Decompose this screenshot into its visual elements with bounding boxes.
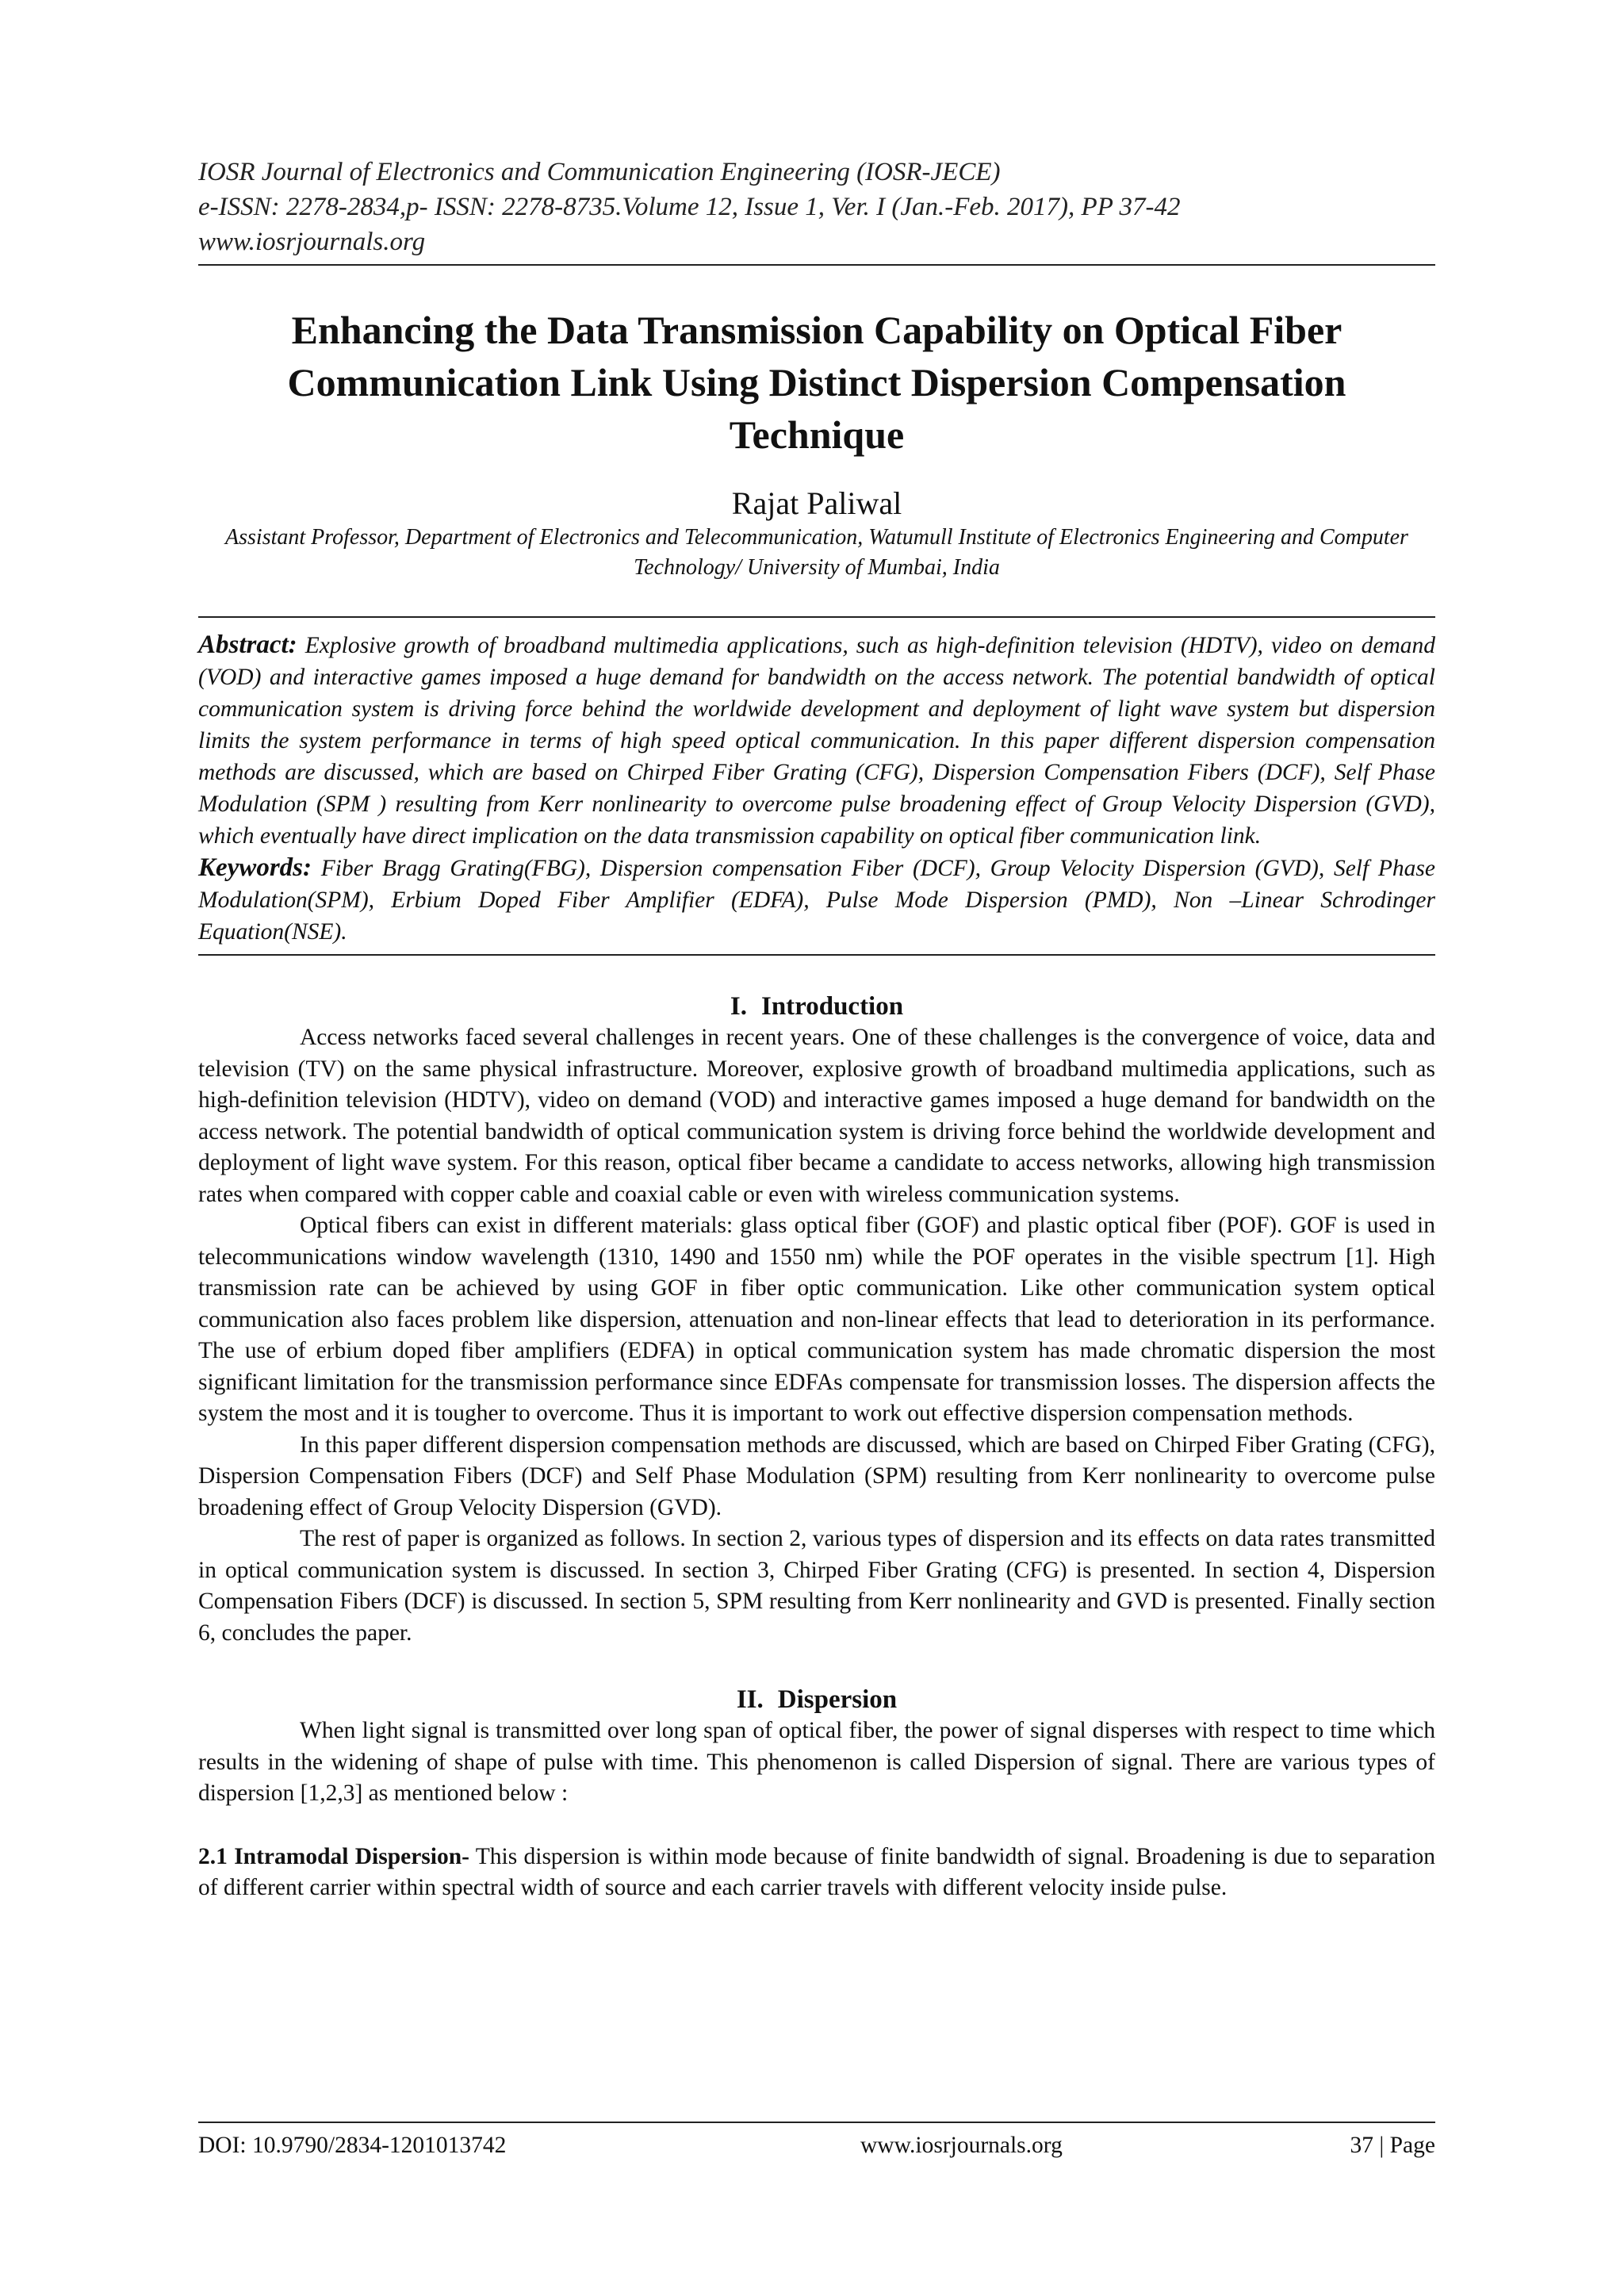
keywords bbox=[198, 852, 1435, 948]
footer-doi: DOI: 10.9790/2834-1201013742 bbox=[198, 2133, 507, 2158]
paragraph: Optical fibers can exist in different materials: glass optical fiber (GOF) and plastic optical fiber (POF). GOF is used in telecommunications window wavelength (1310, 1490 and 1550 nm) while the POF operates in the visible spectrum [1]. High transmission rate can be achieved by using GOF in fiber optic communication. Like other communication system optical communication also faces problem like dispersion, attenuation and non-linear effects that lead to deterioration in its performance. The use of erbium doped fiber amplifiers (EDFA) in optical communication system has made chromatic dispersion the most significant limitation for the transmission performance since EDFAs compensate for transmission losses. The dispersion affects the system the most and it is tougher to overcome. Thus it is important to work out effective dispersion compensation methods. bbox=[198, 1213, 1435, 1426]
section-title-text: Introduction bbox=[760, 992, 904, 1021]
author-affiliation: Assistant Professor, Department of Electronics and Telecommunication, Watumull Institute of Electronics Engineering and Computer Technology/ University of Mumbai, India bbox=[225, 525, 1408, 580]
keywords-bottom-rule bbox=[198, 954, 1435, 956]
journal-header bbox=[198, 155, 1435, 259]
abstract-top-rule bbox=[198, 616, 1435, 618]
author-name: Rajat Paliwal bbox=[731, 485, 902, 521]
header-rule bbox=[198, 264, 1435, 266]
paragraph: The rest of paper is organized as follows. In section 2, various types of dispersion and its effects on data rates transmitted in optical communication system is discussed. In section 3, Chirped Fiber Grating (CFG) is presented. In section 4, Dispersion Compensation Fibers (DCF) is discussed. In section 5, SPM resulting from Kerr nonlinearity and GVD is presented. Finally section 6, concludes the paper. bbox=[198, 1526, 1435, 1646]
paragraph: Access networks faced several challenges in recent years. One of these challenges is the convergence of voice, data and television (TV) on the same physical infrastructure. Moreover, explosive growth of broadband multimedia applications, such as high-definition television (HDTV), video on demand (VOD) and interactive games imposed a huge demand for bandwidth on the access network. The potential bandwidth of optical communication system is driving force behind the worldwide development and deployment of light wave system. For this reason, optical fiber became a candidate to access networks, allowing high transmission rates when compared with copper cable and coaxial cable or even with wireless communication systems. bbox=[198, 1025, 1435, 1207]
subsection-label: 2.1 Intramodal Dispersion- bbox=[198, 1843, 469, 1869]
journal-website: www.iosrjournals.org bbox=[198, 228, 426, 256]
section-number: I. bbox=[730, 992, 747, 1021]
footer-row bbox=[198, 2129, 1435, 2164]
footer-page-number: 37 | Page bbox=[1350, 2133, 1435, 2158]
page-footer bbox=[198, 2122, 1435, 2164]
section-title-text: Dispersion bbox=[777, 1685, 898, 1714]
abstract-text: Explosive growth of broadband multimedia applications, such as high-definition television (HDTV), video on demand (VOD) and interactive games imposed a huge demand for bandwidth on the access network. The potential bandwidth of optical communication system is driving force behind the worldwide development and deployment of light wave system but dispersion limits the system performance in terms of high speed optical communication. In this paper different dispersion compensation methods are discussed, which are based on Chirped Fiber Grating (CFG), Dispersion Compensation Fibers (DCF), Self Phase Modulation (SPM ) resulting from Kerr nonlinearity to overcome pulse broadening effect of Group Velocity Dispersion (GVD), which eventually have direct implication on the data transmission capability on optical fiber communication link. bbox=[198, 633, 1435, 849]
page bbox=[198, 155, 1435, 1904]
section-number: II. bbox=[736, 1685, 764, 1714]
section-heading-dispersion bbox=[198, 1684, 1435, 1715]
paragraph: When light signal is transmitted over long span of optical fiber, the power of signal disperses with respect to time which results in the widening of shape of pulse with time. This phenomenon is called Dispersion of signal. There are various types of dispersion [1,2,3] as mentioned below : bbox=[198, 1718, 1435, 1806]
section-heading-introduction bbox=[198, 991, 1435, 1022]
subsection-intramodal bbox=[198, 1842, 1435, 1904]
abstract-label: Abstract: bbox=[198, 631, 297, 659]
footer-rule bbox=[198, 2122, 1435, 2123]
keywords-label: Keywords: bbox=[198, 853, 312, 882]
journal-issn: e-ISSN: 2278-2834,p- ISSN: 2278-8735.Volume 12, Issue 1, Ver. I (Jan.-Feb. 2017), PP 37-42 bbox=[198, 193, 1181, 221]
abstract bbox=[198, 629, 1435, 852]
paper-title: Enhancing the Data Transmission Capability on Optical Fiber Communication Link Using Distinct Dispersion Compensation Technique bbox=[287, 308, 1346, 457]
paragraph: In this paper different dispersion compensation methods are discussed, which are based on Chirped Fiber Grating (CFG), Dispersion Compensation Fibers (DCF) and Self Phase Modulation (SPM) resulting from Kerr nonlinearity to overcome pulse broadening effect of Group Velocity Dispersion (GVD). bbox=[198, 1432, 1435, 1520]
journal-name: IOSR Journal of Electronics and Communication Engineering (IOSR-JECE) bbox=[198, 158, 1001, 186]
footer-website: www.iosrjournals.org bbox=[860, 2133, 1063, 2158]
subsection-text: This dispersion is within mode because of finite bandwidth of signal. Broadening is due to separation of different carrier within spectral width of source and each carrier travels with different velocity inside pulse. bbox=[198, 1843, 1435, 1900]
keywords-text: Fiber Bragg Grating(FBG), Dispersion compensation Fiber (DCF), Group Velocity Dispersion (GVD), Self Phase Modulation(SPM), Erbium Doped Fiber Amplifier (EDFA), Pulse Mode Dispersion (PMD), Non –Linear Schrodinger Equation(NSE). bbox=[198, 856, 1435, 945]
